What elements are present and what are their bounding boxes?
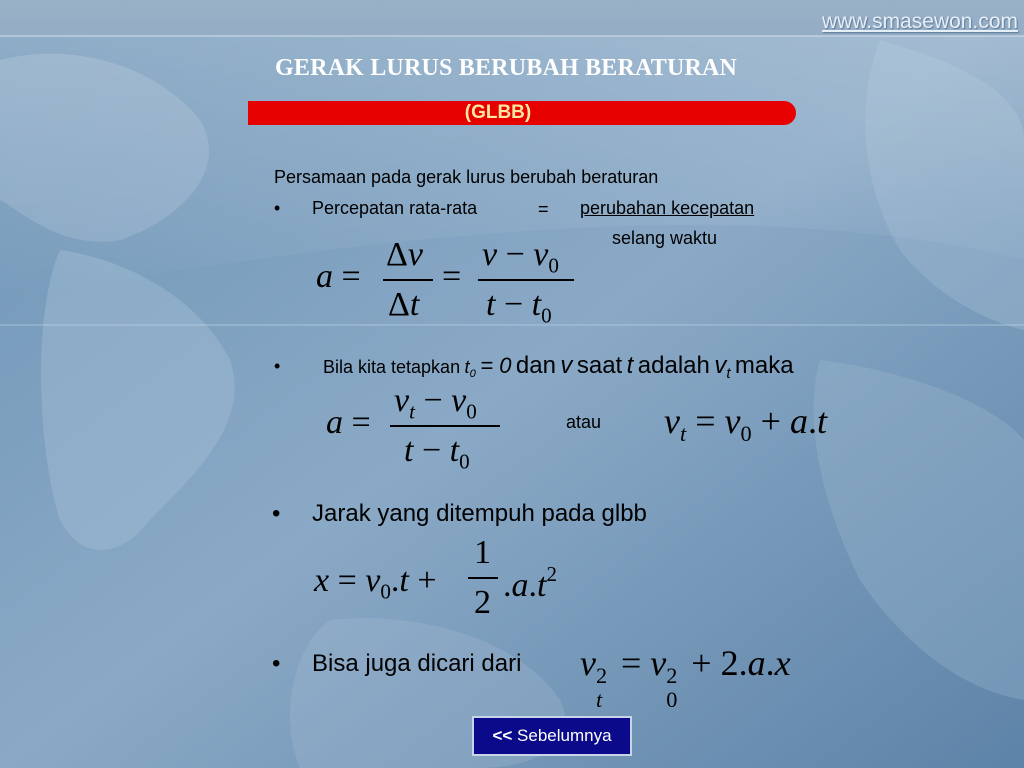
previous-slide-button[interactable] [472, 716, 632, 756]
condition-line [323, 352, 794, 382]
t0-value: = 0 [480, 353, 512, 378]
fraction-bar [390, 425, 500, 427]
intro-text: Persamaan pada gerak lurus berubah beraturan [274, 167, 659, 187]
formula-2-num: $v_t - v_0$ [394, 382, 477, 424]
t0-symbol: $t_0$ [464, 357, 476, 380]
formula-1-num1: Δv [386, 236, 423, 273]
bullet-4: • [272, 650, 281, 677]
condition-prefix: Bila kita tetapkan [323, 357, 461, 377]
fraction-bar [383, 279, 433, 281]
t-symbol: t [626, 352, 634, 379]
word-saat: saat [576, 352, 623, 379]
bullet-3: • [272, 500, 281, 527]
word-maka: maka [734, 352, 794, 379]
fraction-denominator-text: selang waktu [612, 228, 718, 248]
bullet-1: • [274, 198, 281, 218]
formula-4-right: $.a.t^2$ [503, 562, 557, 604]
formula-1-equals: = [442, 258, 462, 295]
v-symbol: v [560, 352, 573, 379]
formula-5: v 2 t = v 2 0 + 2.a.x [580, 643, 791, 713]
fraction-bar [478, 279, 574, 281]
previous-label: Sebelumnya [517, 726, 612, 745]
formula-1-den1: Δt [388, 286, 420, 323]
alternative-text: Bisa juga dicari dari [312, 650, 522, 677]
distance-text: Jarak yang ditempuh pada glbb [312, 500, 647, 527]
formula-2-lhs: a = [326, 404, 371, 441]
vt-symbol: $v_t$ [714, 352, 731, 383]
word-dan: dan [515, 352, 556, 379]
formula-1-den2: $t - t_0$ [486, 286, 552, 328]
formula-4-num: 1 [474, 534, 491, 571]
back-arrows-icon: << [492, 726, 513, 745]
word-adalah: adalah [637, 352, 710, 379]
fraction-numerator-text: perubahan kecepatan [580, 198, 755, 218]
formula-2-den: $t - t_0$ [404, 432, 470, 474]
formula-3: $v_t = v_0 + a.t$ [664, 401, 827, 446]
fraction-bar [468, 577, 498, 579]
formula-4-left: $x = v_0.t$ + [314, 562, 437, 604]
avg-acceleration-label: Percepatan rata-rata [312, 198, 478, 218]
equals-sign: = [538, 199, 549, 219]
website-watermark-link[interactable]: www.smasewon.com [821, 10, 1018, 33]
bullet-2: • [274, 356, 281, 376]
subtitle-label: (GLBB) [464, 102, 532, 123]
formula-1-num2: $v - v_0$ [482, 236, 559, 278]
slide-title: GERAK LURUS BERUBAH BERATURAN [275, 55, 738, 81]
word-atau: atau [566, 412, 602, 432]
formula-1-lhs: a = [316, 258, 361, 295]
formula-4-den: 2 [474, 584, 491, 621]
